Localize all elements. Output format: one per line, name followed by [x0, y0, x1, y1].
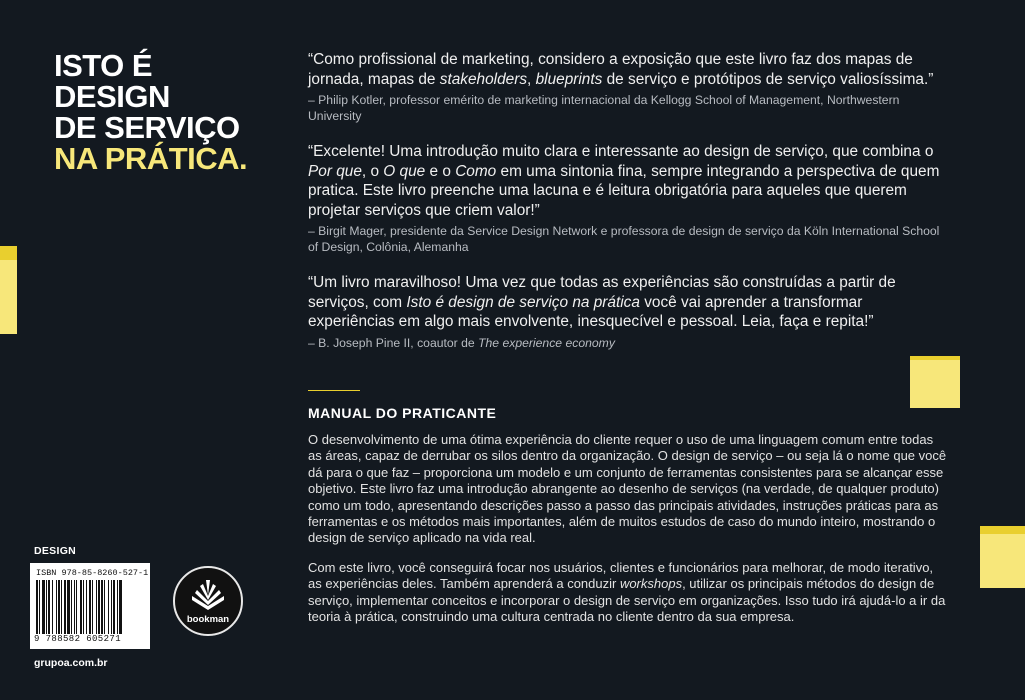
text-segment: , — [527, 70, 536, 88]
italic-text: Como — [455, 162, 497, 180]
section-divider — [308, 390, 360, 391]
barcode-bar — [42, 580, 45, 634]
barcode-bar — [83, 580, 84, 634]
book-fan-icon — [188, 578, 228, 612]
text-segment: – B. Joseph Pine II, coautor de — [308, 335, 479, 350]
endorsement-quote — [308, 50, 948, 124]
barcode-number: 9 788582 605271 — [34, 634, 122, 644]
category-label: DESIGN — [34, 545, 77, 557]
barcode-bars — [36, 580, 144, 634]
title-line-1: ISTO É — [54, 48, 153, 83]
barcode-bar — [67, 580, 70, 634]
text-segment: Com este livro, você conseguirá focar nos usuários, clientes e funcionários para melhorar, de modo iterativo, as experiências deles. Também aprenderá a conduzir — [308, 559, 934, 592]
barcode-bar — [86, 580, 87, 634]
italic-text: O que — [383, 162, 426, 180]
bookman-logo — [173, 566, 243, 636]
italic-text: blueprints — [535, 70, 603, 88]
text-segment: – Philip Kotler, professor emérito de marketing internacional da Kellogg School of Management, Northwestern University — [308, 93, 900, 123]
endorsement-quote — [308, 142, 948, 255]
barcode-bar — [46, 580, 47, 634]
italic-text: stakeholders — [439, 70, 528, 88]
quote-author — [308, 92, 948, 124]
title-line-3: DE SERVIÇO — [54, 110, 240, 145]
quote-author — [308, 335, 948, 351]
barcode-bar — [52, 580, 53, 634]
quote-text — [308, 50, 948, 89]
isbn-text: ISBN 978-85-8260-527-1 — [36, 568, 149, 578]
endorsement-quote — [308, 273, 948, 351]
barcode — [30, 563, 150, 649]
barcode-bar — [76, 580, 77, 634]
barcode-bar — [108, 580, 109, 634]
barcode-bar — [64, 580, 66, 634]
decorative-square-left — [0, 246, 17, 334]
barcode-bar — [36, 580, 38, 634]
italic-text: Isto é design de serviço na prática — [406, 293, 640, 311]
text-segment: de serviço e protótipos de serviço valiosíssima.” — [602, 70, 934, 88]
title-line-2: DESIGN — [54, 79, 170, 114]
decorative-square-right — [980, 526, 1025, 588]
publisher-website: grupoa.com.br — [34, 657, 108, 669]
quote-text — [308, 273, 948, 332]
barcode-bar — [48, 580, 50, 634]
barcode-bar — [111, 580, 112, 634]
publisher-name: bookman — [186, 614, 230, 625]
barcode-bar — [58, 580, 60, 634]
barcode-bar — [74, 580, 75, 634]
description — [308, 432, 948, 638]
italic-text: Por que — [308, 162, 362, 180]
barcode-bar — [56, 580, 57, 634]
description-paragraph — [308, 432, 948, 547]
title-highlight: NA PRÁTICA. — [54, 141, 248, 176]
barcode-bar — [113, 580, 115, 634]
barcode-bar — [101, 580, 103, 634]
text-segment: e o — [425, 162, 456, 180]
book-title — [54, 50, 247, 174]
italic-text: workshops — [619, 576, 683, 592]
text-segment: , o — [361, 162, 384, 180]
text-segment: “Excelente! Uma introdução muito clara e interessante ao design de serviço, que combina o — [308, 143, 934, 160]
barcode-bar — [104, 580, 105, 634]
barcode-bar — [61, 580, 62, 634]
barcode-bar — [119, 580, 122, 634]
italic-text: The experience economy — [478, 335, 615, 350]
endorsements — [308, 50, 948, 369]
text-segment: – Birgit Mager, presidente da Service Design Network e professora de design de serviço da Köln International School of Design, Colônia, Alemanha — [308, 224, 940, 254]
text-segment: O desenvolvimento de uma ótima experiência do cliente requer o uso de uma linguagem comum entre todas as áreas, capaz de derrubar os silos dentro da organização. O design de serviço – ou seja lá o nome que você dá para o que faz – proporciona um modelo e um conjunto de ferramentas consistentes para se alcançar esse objetivo. Este livro faz uma introdução abrangente ao desenho de serviços (na verdade, de qualquer produto) como um todo, apresentando descrições passo a passo das principais atividades, instruções práticas para as ferramentas e os métodos mais importantes, além de muitos estudos de caso do mundo inteiro, mostrando o design de serviço aplicado na vida real. — [308, 432, 947, 546]
section-heading: MANUAL DO PRATICANTE — [308, 405, 497, 421]
barcode-bar — [96, 580, 97, 634]
text-segment: , utilizar os principais métodos do design de serviço, implementar conceitos e incorporar o design de serviço em organizações. Isso tudo irá ajudá-lo a ir da teoria à prática, construindo uma cultura centrada no cliente dentro da sua empresa. — [308, 576, 946, 625]
text-segment: “Um livro maravilhoso! Uma vez que todas as experiências são construídas a partir de serviços, com — [308, 274, 896, 311]
text-segment: você vai aprender a transformar experiências em algo mais envolvente, inesquecível e pessoal. Leia, faça e repita!” — [308, 293, 874, 330]
description-paragraph — [308, 560, 948, 626]
text-segment: “Como profissional de marketing, considero a exposição que este livro faz dos mapas de jornada, mapas de — [308, 51, 913, 88]
barcode-bar — [80, 580, 82, 634]
barcode-bar — [39, 580, 40, 634]
quote-text — [308, 142, 948, 220]
barcode-bar — [89, 580, 91, 634]
barcode-bar — [92, 580, 93, 634]
quote-author — [308, 223, 948, 255]
barcode-bar — [117, 580, 118, 634]
barcode-bar — [71, 580, 72, 634]
barcode-bar — [98, 580, 100, 634]
text-segment: em uma sintonia fina, sempre integrando a perspectiva de quem pratica. Este livro preenche uma lacuna e é leitura obrigatória para aqueles que querem projetar serviços que criem valor!” — [308, 162, 940, 219]
